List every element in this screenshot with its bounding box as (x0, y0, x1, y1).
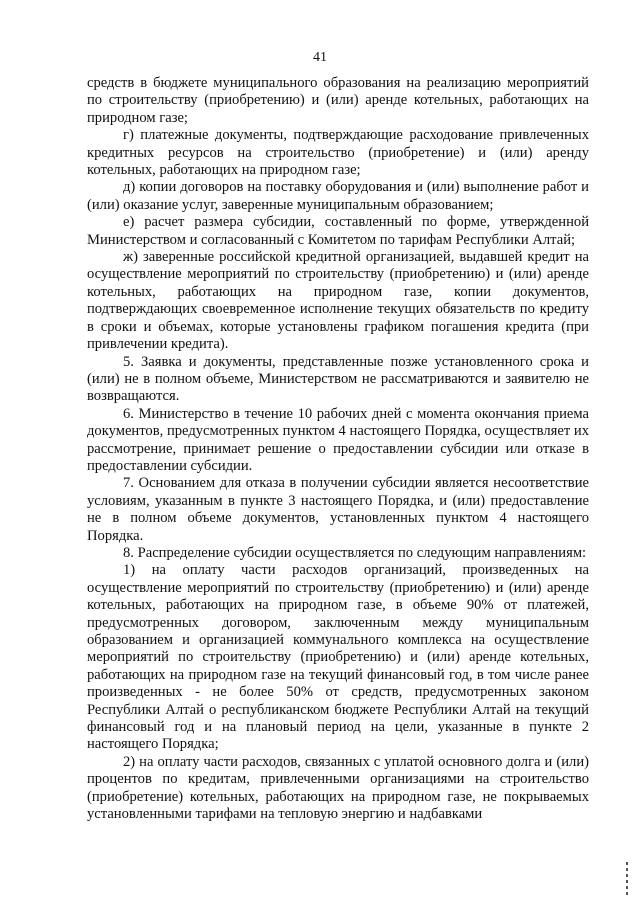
paragraph-clause-6: 6. Министерство в течение 10 рабочих дней с момента окончания приема документов, предусмотренных пунктом 4 настоящего Порядка, осуществляет их рассмотрение, принимает решение о предоставлении субсидии или отказе в предоставлении субсидии. (87, 405, 589, 474)
page-number: 41 (313, 50, 327, 65)
paragraph-subclause-2: 2) на оплату части расходов, связанных с уплатой основного долга и (или) процентов по кредитам, привлеченными организациями на строительство (приобретение) котельных, работающих на природном газе, не покрываемых установленными тарифами на тепловую энергию и надбавками (87, 753, 589, 823)
paragraph-continuation: средств в бюджете муниципального образования на реализацию мероприятий по строительству (приобретению) и (или) аренде котельных, работающих на природном газе; (87, 75, 589, 126)
paragraph-item-d: д) копии договоров на поставку оборудования и (или) выполнение работ и (или) оказание услуг, заверенные муниципальным образованием; (87, 179, 589, 213)
paragraph-item-e: е) расчет размера субсидии, составленный по форме, утвержденной Министерством и согласованный с Комитетом по тарифам Республики Алтай; (87, 214, 589, 248)
scan-edge-mark (626, 862, 628, 896)
document-body (87, 75, 589, 823)
paragraph-item-zh: ж) заверенные российской кредитной организацией, выдавшей кредит на осуществление мероприятий по строительству (приобретению) и (или) аренде котельных, работающих на природном газе, копии документов, подтверждающих своевременное исполнение текущих обязательств по кредиту в сроки и объемах, которые установлены графиком погашения кредита (при привлечении кредита). (87, 249, 589, 353)
paragraph-clause-8: 8. Распределение субсидии осуществляется по следующим направлениям: (123, 544, 587, 561)
paragraph-clause-7: 7. Основанием для отказа в получении субсидии является несоответствие условиям, указанным в пункте 3 настоящего Порядка, и (или) предоставление не в полном объеме документов, установленных пунктом 4 настоящего Порядка. (87, 475, 589, 544)
paragraph-subclause-1: 1) на оплату части расходов организаций, произведенных на осуществление мероприятий по строительству (приобретению) и (или) аренде котельных, работающих на природном газе, в объеме 90% от платежей, предусмотренных договором, заключенным между муниципальным образованием и организацией коммунального комплекса на осуществление мероприятий по строительству (приобретению) и (или) аренде котельных, работающих на природном газе на текущий финансовый год, в том числе ранее произведенных - не более 50% от средств, предусмотренных законом Республики Алтай о республиканском бюджете Республики Алтай на текущий финансовый год и на плановый период на цели, указанные в пункте 2 настоящего Порядка; (87, 562, 589, 753)
paragraph-clause-5: 5. Заявка и документы, представленные позже установленного срока и (или) не в полном объеме, Министерством не рассматриваются и заявителю не возвращаются. (87, 353, 589, 405)
paragraph-item-g: г) платежные документы, подтверждающие расходование привлеченных кредитных ресурсов на строительство (приобретение) и (или) аренду котельных, работающих на природном газе; (87, 127, 589, 179)
